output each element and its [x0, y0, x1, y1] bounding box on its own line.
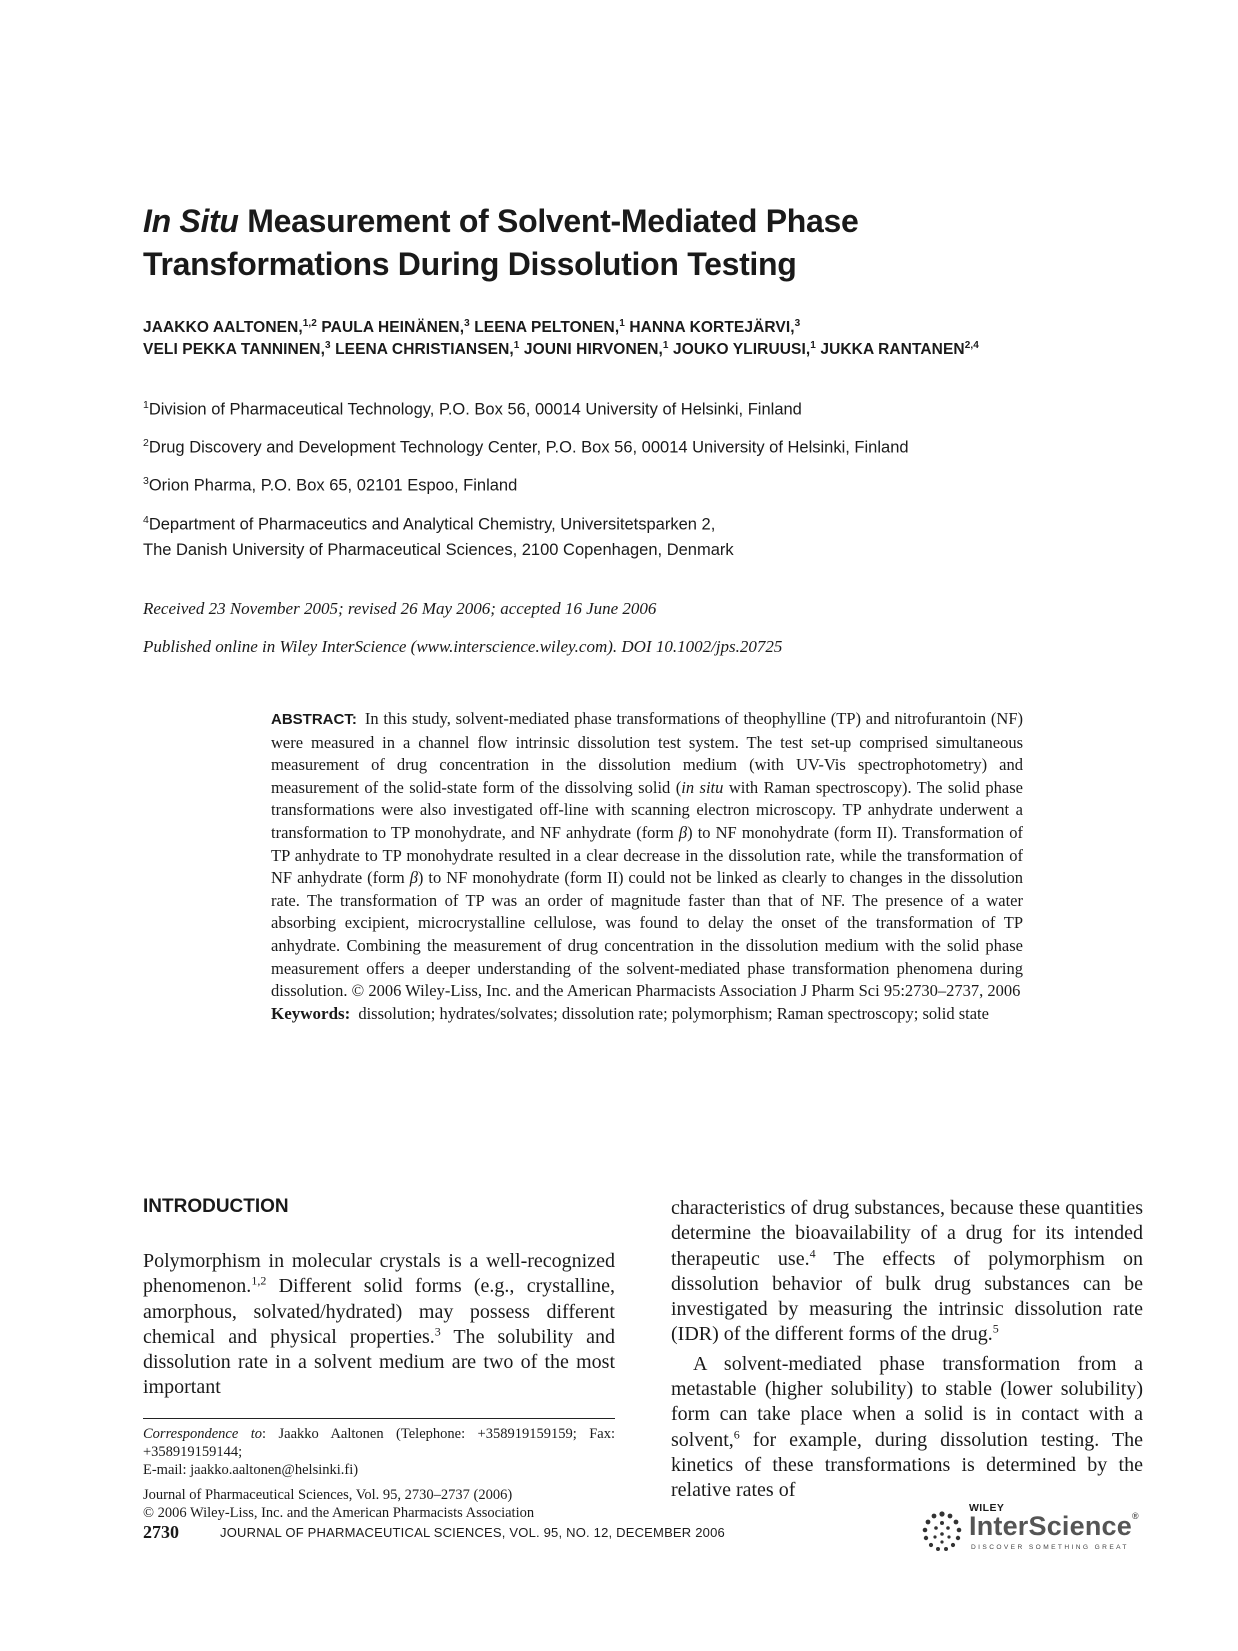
- author-affil: 3: [464, 318, 470, 329]
- right-column: [671, 1196, 1143, 1504]
- abstract-text: with Raman spectroscopy). The solid phase transformations were also investigated off-line with scanning electron microscopy. TP anhydrate underwent a transformation to TP monohydrate, and NF anhydrate (form: [271, 777, 1023, 842]
- paragraph-text: for example, during dissolution testing. The kinetics of these transformations is determined by the relative rates of: [671, 1428, 1143, 1502]
- author: JUKKA RANTANEN: [815, 341, 965, 359]
- abstract-beta: β: [678, 822, 688, 842]
- author-affil: 1: [513, 340, 520, 351]
- author-affil: 2,4: [964, 340, 979, 351]
- journal-citation: Journal of Pharmaceutical Sciences, Vol. 95, 2730–2737 (2006): [143, 1487, 513, 1503]
- keywords: [271, 1003, 1023, 1026]
- intro-paragraph-1: [143, 1249, 615, 1401]
- author: PAULA HEINÄNEN,: [316, 319, 465, 337]
- affiliation-text-line-2: The Danish University of Pharmaceutical Sciences, 2100 Copenhagen, Denmark: [143, 540, 734, 559]
- affiliation-text: Drug Discovery and Development Technology Center, P.O. Box 56, 00014 University of Helsinki, Finland: [148, 438, 909, 457]
- abstract-text: ) to NF monohydrate (form II). Transformation of TP anhydrate to TP monohydrate resulted in a clear decrease in the dissolution rate, while the transformation of NF anhydrate (form: [271, 822, 1023, 888]
- correspondence-label: Correspondence to: [143, 1426, 263, 1442]
- globe-icon: [917, 1508, 967, 1558]
- affiliation-text: Department of Pharmaceutics and Analytical Chemistry, Universitetsparken 2,: [148, 515, 716, 534]
- author-affil: 1: [662, 340, 669, 351]
- abstract-beta: β: [409, 868, 418, 888]
- intro-paragraph-1-cont: [671, 1196, 1143, 1348]
- author-affil: 3: [794, 318, 801, 329]
- affiliation-number: 2: [143, 437, 149, 449]
- publisher-name: WILEY: [969, 1502, 1005, 1514]
- correspondence-email: E-mail: jaakko.aaltonen@helsinki.fi): [143, 1462, 359, 1478]
- citation: 1,2: [251, 1273, 267, 1288]
- received-dates: Received 23 November 2005; revised 26 May 2006; accepted 16 June 2006: [143, 599, 657, 618]
- paragraph-text: Polymorphism in molecular crystals is a well-recognized phenomenon.: [143, 1250, 615, 1298]
- brand-text: InterScience: [969, 1511, 1132, 1541]
- author: JOUNI HIRVONEN,: [519, 341, 663, 359]
- page-number: 2730: [143, 1522, 179, 1542]
- title-line-1-rest: Measurement of Solvent-Mediated Phase: [238, 203, 859, 239]
- brand-name: [969, 1511, 1139, 1542]
- correspondence: [143, 1425, 615, 1461]
- logo-tagline: DISCOVER SOMETHING GREAT: [971, 1544, 1129, 1551]
- intro-paragraph-2: [671, 1352, 1143, 1504]
- authors-line-1: [143, 318, 1133, 337]
- author: LEENA CHRISTIANSEN,: [330, 341, 514, 359]
- citation: 5: [992, 1321, 999, 1336]
- abstract-label: ABSTRACT:: [271, 711, 357, 728]
- paragraph-text: Different solid forms (e.g., crystalline, amorphous, solvated/hydrated) may possess different chemical and physical properties.: [143, 1275, 615, 1348]
- abstract-body: [271, 708, 1023, 1003]
- published-online: Published online in Wiley InterScience (www.interscience.wiley.com). DOI 10.1002/jps.20725: [143, 637, 783, 656]
- footnote-divider: [143, 1418, 615, 1419]
- affiliation-4: [143, 508, 1103, 563]
- citation: 6: [733, 1427, 740, 1442]
- title-line-2: Transformations During Dissolution Testing: [143, 246, 797, 282]
- title-line-1: [143, 200, 1103, 243]
- author: LEENA PELTONEN,: [469, 319, 620, 337]
- paragraph-text: A solvent-mediated phase transformation from a metastable (higher solubility) to stable (lower solubility) form can take place when a solid is in contact with a solvent,: [671, 1352, 1143, 1451]
- author: HANNA KORTEJÄRVI,: [624, 319, 795, 337]
- affiliation-number: 3: [143, 475, 149, 487]
- affiliation-number: 1: [143, 399, 149, 411]
- citation: 4: [809, 1245, 816, 1260]
- keywords-label: Keywords:: [271, 1003, 351, 1023]
- paragraph-text: The effects of polymorphism on dissolution behavior of bulk drug substances can be investigated by measuring the intrinsic dissolution rate (IDR) of the different forms of the drug.: [671, 1247, 1144, 1346]
- author: VELI PEKKA TANNINEN,: [143, 341, 325, 359]
- authors-line-2: [143, 340, 1133, 359]
- affiliation-3: [143, 469, 1103, 499]
- affiliation-text: Division of Pharmaceutical Technology, P.O. Box 56, 00014 University of Helsinki, Finland: [148, 400, 802, 419]
- affiliation-number: 4: [143, 514, 149, 526]
- registered-mark: ®: [1131, 1511, 1139, 1521]
- affiliation-text: Orion Pharma, P.O. Box 65, 02101 Espoo, Finland: [148, 476, 518, 495]
- correspondence-text: : Jaakko Aaltonen (Telephone: +358919159159; Fax: +358919159144;: [143, 1426, 615, 1460]
- wiley-interscience-logo: [917, 1502, 1147, 1564]
- author: JOUKO YLIRUUSI,: [668, 341, 811, 359]
- author-affil: 1: [810, 340, 816, 351]
- keywords-text: dissolution; hydrates/solvates; dissolution rate; polymorphism; Raman spectroscopy; solid state: [358, 1003, 989, 1023]
- abstract-text: In this study, solvent-mediated phase transformations of theophylline (TP) and nitrofurantoin (NF) were measured in a channel flow intrinsic dissolution test system. The test set-up comprised simultaneous measurement of drug concentration in the dissolution medium (with UV-Vis spectrophotometry) and measurement of the solid-state form of the dissolving solid (: [271, 709, 1023, 797]
- author: JAAKKO AALTONEN,: [143, 319, 303, 337]
- author-affil: 1,2: [302, 318, 317, 329]
- abstract-italic: in situ: [681, 777, 724, 797]
- journal-running-footer: JOURNAL OF PHARMACEUTICAL SCIENCES, VOL. 95, NO. 12, DECEMBER 2006: [220, 1525, 725, 1540]
- abstract: [271, 708, 1023, 1025]
- abstract-text: ) to NF monohydrate (form II) could not be linked as clearly to changes in the dissolution rate. The transformation of TP was an order of magnitude faster than that of NF. The presence of a water absorbing excipient, microcrystalline cellulose, was found to delay the onset of the transformation of TP anhydrate. Combining the measurement of drug concentration in the dissolution medium with the solid phase measurement offers a deeper understanding of the solvent-mediated phase transformation phenomena during dissolution. © 2006 Wiley-Liss, Inc. and the American Pharmacists Association J Pharm Sci 95:2730–2737, 2006: [271, 868, 1023, 1001]
- paper-title: [143, 200, 1103, 286]
- author-affil: 1: [619, 318, 625, 329]
- footnote: [143, 1425, 615, 1522]
- copyright: © 2006 Wiley-Liss, Inc. and the American Pharmacists Association: [143, 1505, 535, 1521]
- title-italic: In Situ: [143, 203, 239, 239]
- paragraph-text: characteristics of drug substances, because these quantities determine the bioavailability of a drug for its intended therapeutic use.: [671, 1197, 1143, 1270]
- affiliation-2: [143, 431, 1103, 461]
- section-heading-introduction: INTRODUCTION: [143, 1196, 289, 1217]
- paragraph-text: The solubility and dissolution rate in a solvent medium are two of the most important: [143, 1325, 615, 1399]
- left-column: [143, 1249, 615, 1401]
- author-affil: 3: [324, 340, 331, 351]
- affiliation-1: [143, 393, 1103, 423]
- citation: 3: [434, 1324, 441, 1339]
